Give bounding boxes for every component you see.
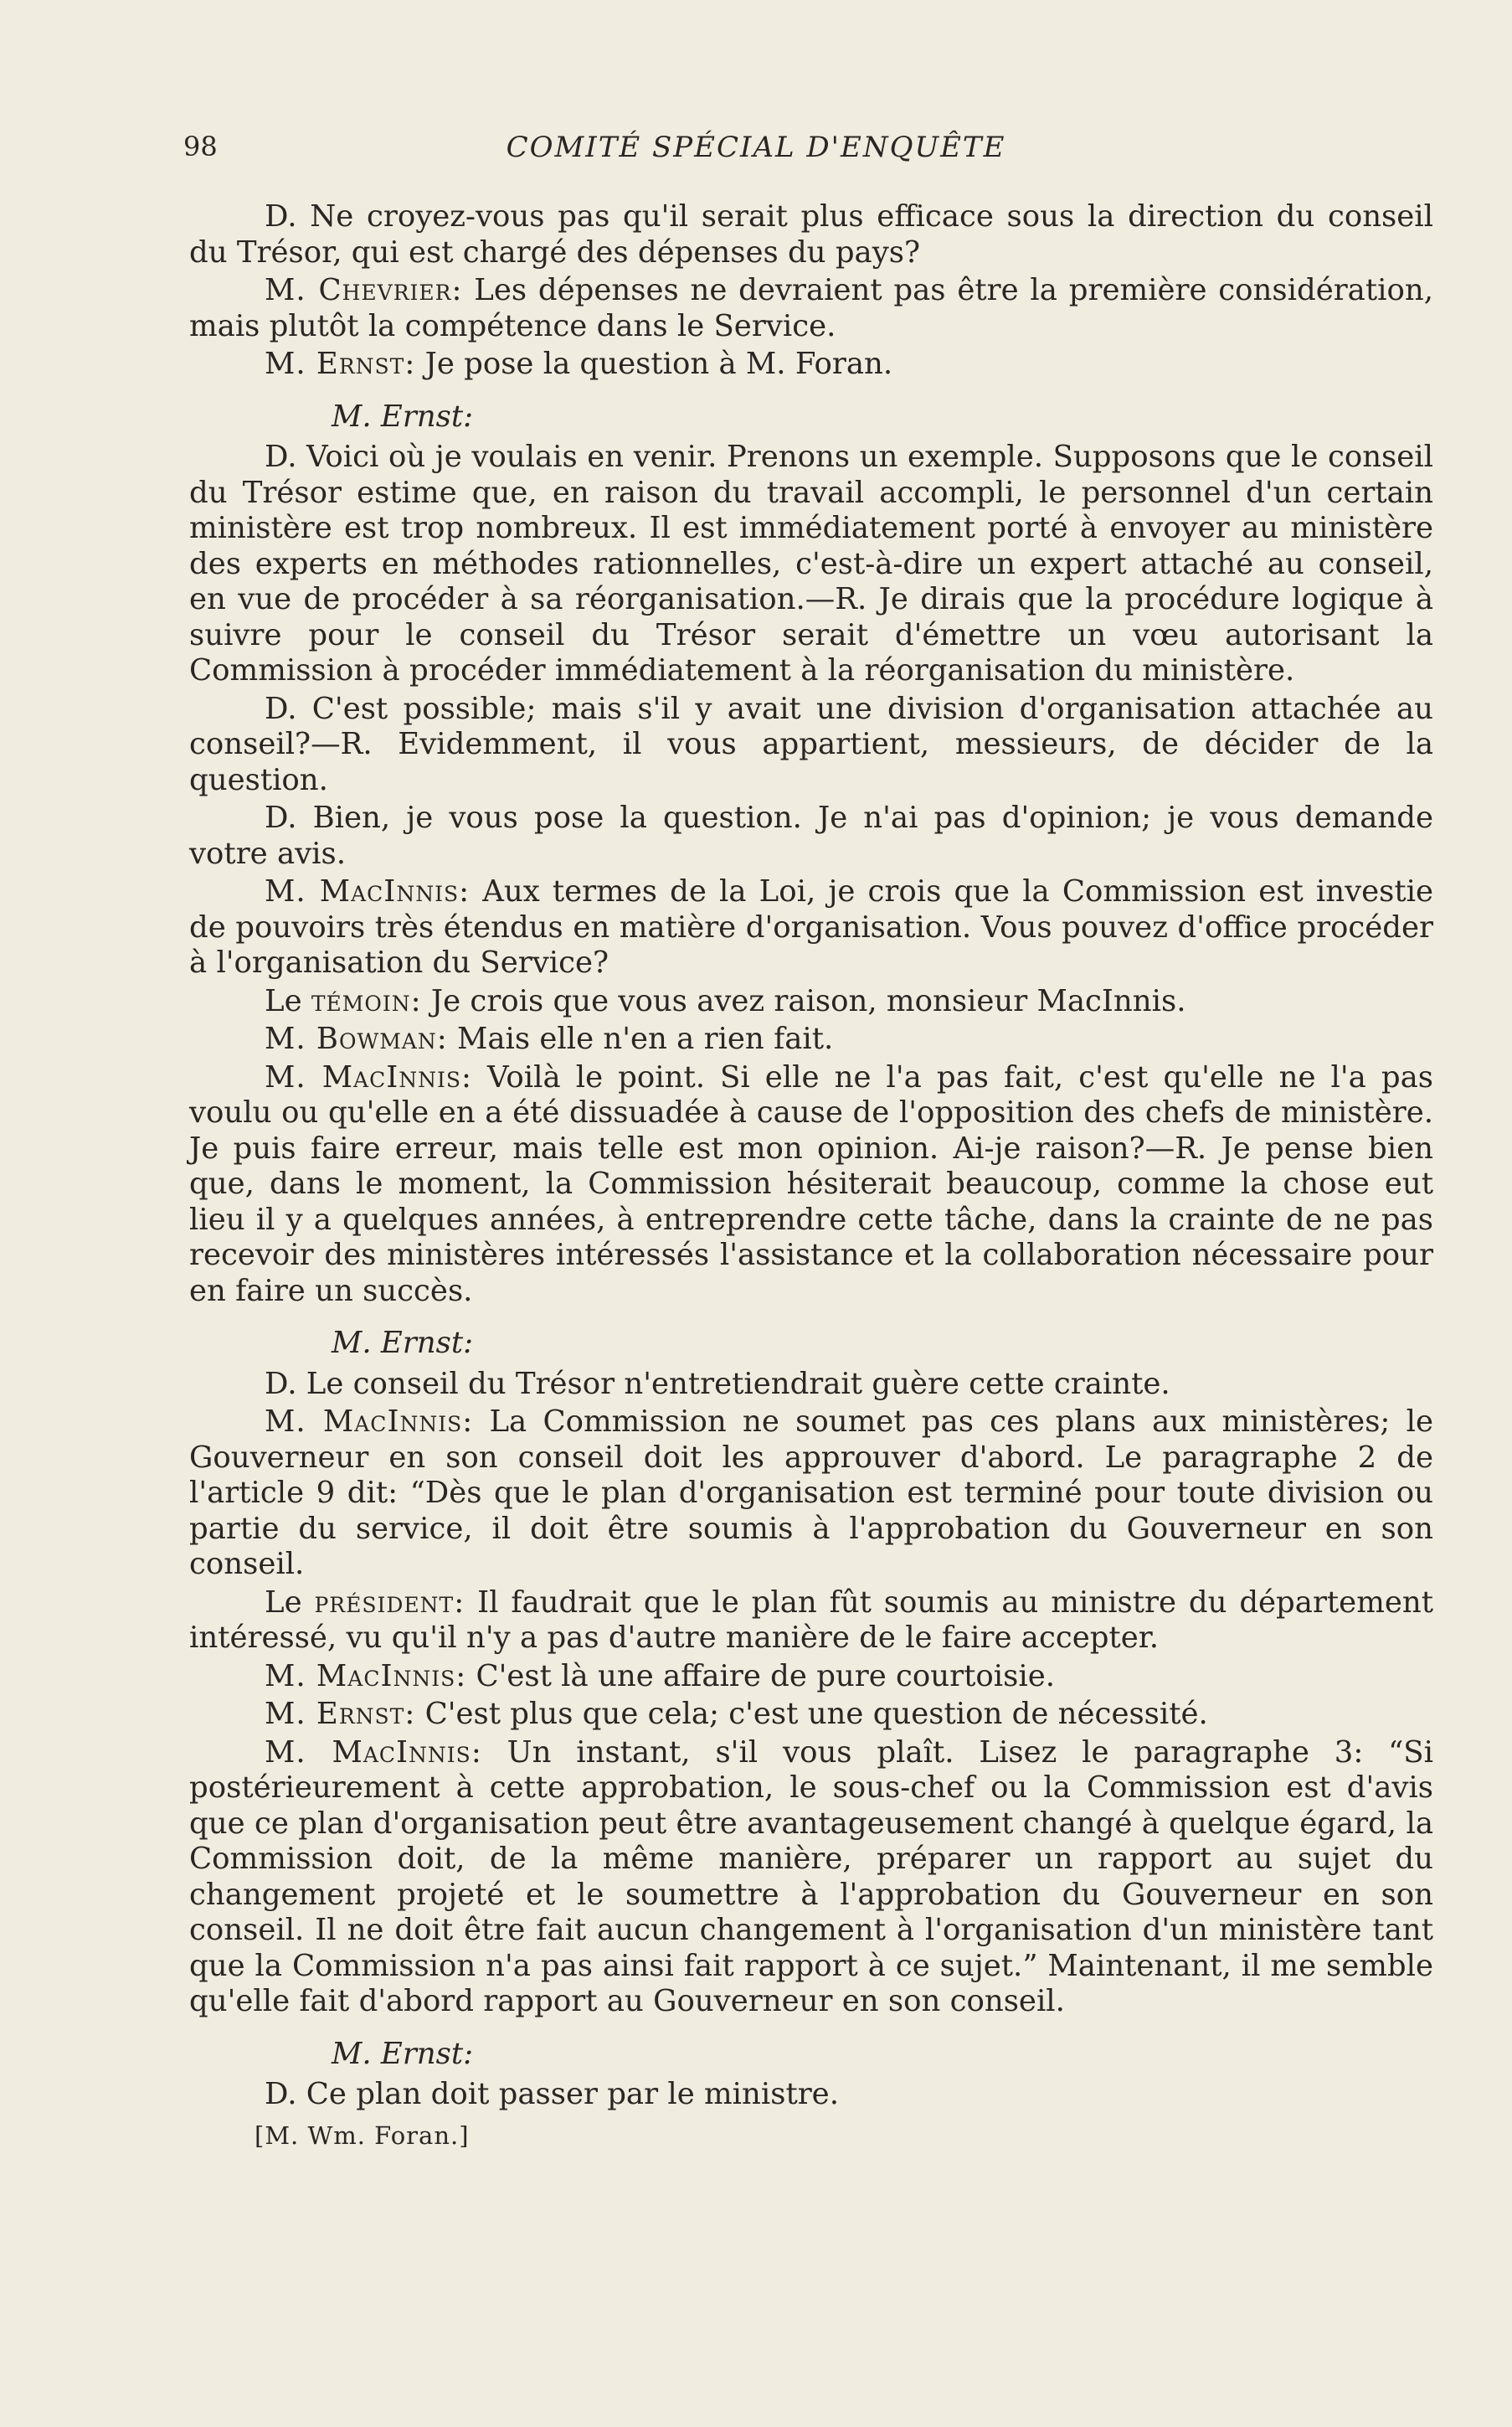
speaker-label: président: (314, 1585, 465, 1620)
speech-text: Je pose la question à M. Foran. (424, 347, 893, 381)
question-paragraph: D. C'est possible; mais s'il y avait une division d'organisation attachée au conseil?—R. Evidemment, il vous appartient, messieurs, de décider de la question. (189, 691, 1433, 797)
section-heading: M. Ernst: (332, 399, 474, 434)
speech-paragraph (189, 1659, 1433, 1695)
speech-text: C'est là une affaire de pure courtoisie. (476, 1658, 1055, 1693)
question-paragraph: D. Le conseil du Trésor n'entretiendrait guère cette crainte. (265, 1366, 1170, 1401)
speech-text: Aux termes de la Loi, je crois que la Commission est investie de pouvoirs très étendus en matière d'organisation. Vous pouvez d'office procéder à l'organisation du Service? (189, 874, 1433, 980)
speaker-label: M. Ernst: (265, 347, 416, 381)
speech-text: Mais elle n'en a rien fait. (456, 1022, 834, 1056)
speech-paragraph (189, 984, 1433, 1020)
speech-text: Il faudrait que le plan fût soumis au ministre du département intéressé, vu qu'il n'y a pas d'autre manière de le faire accepter. (189, 1585, 1433, 1655)
section-heading: M. Ernst: (332, 1326, 474, 1360)
speech-paragraph (189, 1585, 1433, 1657)
running-title: COMITÉ SPÉCIAL D'ENQUÊTE (506, 131, 1006, 164)
speech-text: Voilà le point. Si elle ne l'a pas fait, c'est qu'elle ne l'a pas voulu ou qu'elle en a été dissuadée à cause de l'opposition des chefs de ministère. Je puis faire erreur, mais telle est mon opinion. Ai-je raison?—R. Je pense bien que, dans le moment, la Commission hésiterait beaucoup, comme la chose eut lieu il y a quelques années, à entreprendre cette tâche, dans la crainte de ne pas recevoir des ministères intéressés l'assistance et la collaboration nécessaire pour en faire un succès. (189, 1059, 1433, 1308)
speaker-label: M. MacInnis: (265, 874, 471, 909)
speaker-prefix: Le (265, 1585, 315, 1620)
speaker-prefix: Le (265, 983, 311, 1018)
page-header (0, 131, 1512, 171)
question-paragraph: D. Voici où je voulais en venir. Prenons un exemple. Supposons que le conseil du Trésor estime que, en raison du travail accompli, le personnel d'un certain ministère est trop nombreux. Il est immédiatement porté à envoyer au ministère des experts en méthodes rationnelles, c'est-à-dire un expert attaché au conseil, en vue de procéder à sa réorganisation.—R. Je dirais que la procédure logique à suivre pour le conseil du Trésor serait d'émettre un vœu autorisant la Commission à procéder immédiatement à la réorganisation du ministère. (189, 440, 1433, 688)
speech-text: La Commission ne soumet pas ces plans aux ministères; le Gouverneur en son conseil doit les approuver d'abord. Le paragraphe 2 de l'article 9 dit: “Dès que le plan d'organisation est terminé pour toute division ou partie du service, il doit être soumis à l'approbation du Gouverneur en son conseil. (189, 1404, 1434, 1581)
page-body (189, 199, 1433, 2153)
speaker-label: M. MacInnis: (265, 1734, 482, 1770)
speech-paragraph (189, 1735, 1433, 2020)
speech-paragraph (189, 273, 1433, 344)
speech-text: Un instant, s'il vous plaît. Lisez le paragraphe 3: “Si postérieurement à cette approbation, le sous-chef ou la Commission est d'avis que ce plan d'organisation peut être avantageusement changé à quelque égard, la Commission doit, de la même manière, préparer un rapport au sujet du changement projeté et le soumettre à l'approbation du Gouverneur en son conseil. Il ne doit être fait aucun changement à l'organisation d'un ministère tant que la Commission n'a pas ainsi fait rapport à ce sujet.” Maintenant, il me semble qu'elle fait d'abord rapport au Gouverneur en son conseil. (189, 1734, 1433, 2018)
speech-paragraph (189, 1697, 1433, 1733)
page-number: 98 (183, 131, 218, 162)
witness-footer: [M. Wm. Foran.] (255, 2120, 470, 2150)
speech-text: Les dépenses ne devraient pas être la première considération, mais plutôt la compétence dans le Service. (189, 273, 1433, 343)
speech-text: Je crois que vous avez raison, monsieur MacInnis. (430, 983, 1186, 1018)
speaker-label: M. MacInnis: (265, 1059, 472, 1095)
speech-paragraph (189, 347, 1433, 383)
question-paragraph: D. Ce plan doit passer par le ministre. (265, 2077, 839, 2111)
section-heading: M. Ernst: (332, 2036, 474, 2071)
speaker-label: M. MacInnis: (265, 1658, 467, 1693)
question-paragraph: D. Bien, je vous pose la question. Je n'ai pas d'opinion; je vous demande votre avis. (189, 801, 1433, 871)
speaker-label: M. Chevrier: (265, 273, 463, 307)
speaker-label: M. Ernst: (265, 1697, 416, 1731)
speaker-label: M. MacInnis: (265, 1404, 474, 1439)
speech-paragraph (189, 1060, 1433, 1310)
speech-paragraph (189, 1404, 1433, 1583)
question-paragraph: D. Ne croyez-vous pas qu'il serait plus efficace sous la direction du conseil du Trésor, qui est chargé des dépenses du pays? (189, 199, 1433, 270)
speaker-label: témoin: (311, 983, 422, 1018)
speaker-label: M. Bowman: (265, 1022, 448, 1056)
speech-paragraph (189, 874, 1433, 982)
speech-text: C'est plus que cela; c'est une question de nécessité. (424, 1697, 1208, 1731)
speech-paragraph (189, 1022, 1433, 1058)
